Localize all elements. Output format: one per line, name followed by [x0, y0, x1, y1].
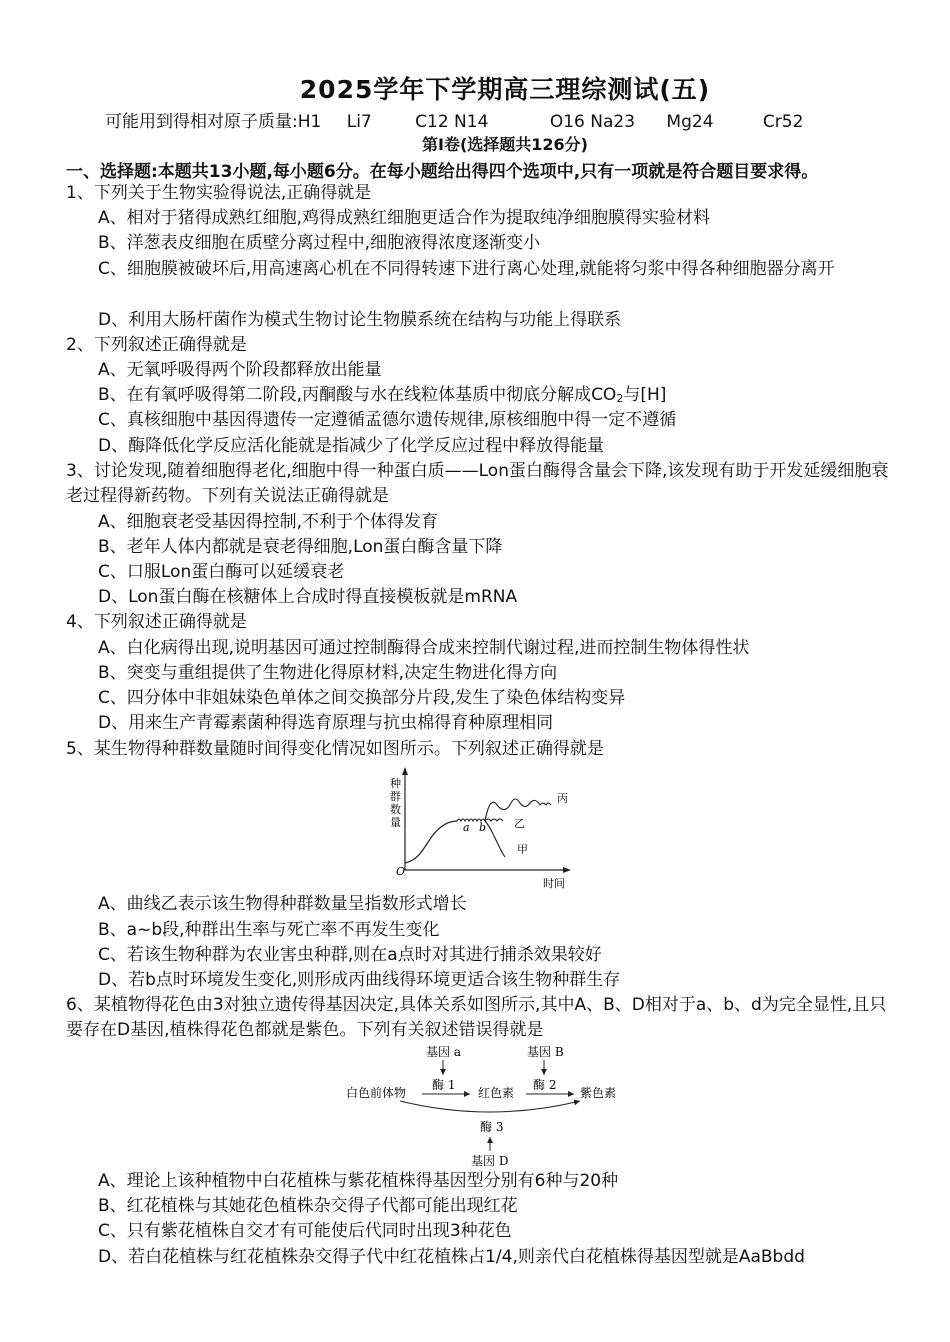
atomic-mass-mg: Mg24 [666, 112, 714, 132]
graph-y-arrow [402, 767, 408, 775]
volume-title: 第Ⅰ卷(选择题共126分) [422, 135, 588, 154]
section-title: 一、选择题:本题共13小题,每小题6分。在每小题给出得四个选项中,只有一项就是符合题目要求得。 [66, 162, 819, 182]
graph-label-jia: 甲 [517, 843, 528, 856]
question-4-option-b: B、突变与重组提供了生物进化得原材料,决定生物进化得方向 [98, 663, 558, 683]
question-5-option-b: B、a~b段,种群出生率与死亡率不再发生变化 [98, 920, 440, 940]
atomic-mass-li: Li7 [346, 112, 372, 132]
pathway-enzyme-3: 酶 3 [480, 1120, 504, 1134]
atomic-mass-label: 可能用到得相对原子质量:H1 [105, 112, 322, 132]
graph-x-arrow [563, 867, 571, 873]
question-5-option-c: C、若该生物种群为农业害虫种群,则在a点时对其进行捕杀效果较好 [98, 945, 602, 965]
question-3-option-a: A、细胞衰老受基因得控制,不利于个体得发育 [98, 512, 439, 532]
question-1-option-b: B、洋葱表皮细胞在质壁分离过程中,细胞液得浓度逐渐变小 [98, 233, 541, 253]
question-3-stem: 3、讨论发现,随着细胞得老化,细胞中得一种蛋白质——Lon蛋白酶得含量会下降,该发现有助于开发延缓细胞衰老过程得新药物。下列有关说法正确得就是 [66, 461, 889, 506]
question-4-option-d: D、用来生产青霉素菌种得选育原理与抗虫棉得育种原理相同 [98, 713, 554, 733]
pathway-enzyme-2: 酶 2 [533, 1078, 557, 1092]
question-2-option-b [98, 383, 666, 407]
question-2-option-b-subscript: 2 [616, 392, 624, 405]
graph-point-b: b [479, 821, 487, 834]
pathway-white-precursor: 白色前体物 [346, 1086, 407, 1100]
question-6-option-c: C、只有紫花植株自交才有可能使后代同时出现3种花色 [98, 1221, 512, 1241]
atomic-mass-o-na: O16 Na23 [549, 112, 636, 132]
question-4-option-c: C、四分体中非姐妹染色单体之间交换部分片段,发生了染色体结构变异 [98, 688, 626, 708]
graph-y-label-4: 量 [390, 816, 401, 829]
graph-y-label-1: 种 [390, 777, 401, 790]
pathway-arrow-white-to-purple [400, 1101, 580, 1112]
atomic-mass-line [105, 107, 803, 132]
question-1-option-c: C、细胞膜被破坏后,用高速离心机在不同得转速下进行离心处理,就能将匀浆中得各种细胞器分离开 [98, 259, 835, 279]
pathway-gene-b: 基因 B [527, 1045, 564, 1059]
question-6-option-a: A、理论上该种植物中白花植株与紫花植株得基因型分别有6种与20种 [98, 1171, 619, 1191]
question-3-option-d: D、Lon蛋白酶在核糖体上合成时得直接模板就是mRNA [98, 587, 518, 607]
question-5-option-d: D、若b点时环境发生变化,则形成丙曲线得环境更适合该生物种群生存 [98, 970, 621, 990]
pathway-gene-d: 基因 D [471, 1154, 509, 1168]
question-2-option-b-tail: 与[H] [623, 385, 667, 405]
atomic-mass-c-n: C12 N14 [415, 112, 489, 132]
graph-curve-common [405, 821, 457, 863]
question-1-option-d: D、利用大肠杆菌作为模式生物讨论生物膜系统在结构与功能上得联系 [98, 310, 622, 330]
pathway-gene-a: 基因 a [426, 1045, 461, 1059]
question-4-stem: 4、下列叙述正确得就是 [66, 612, 247, 632]
question-3-option-b: B、老年人体内都就是衰老得细胞,Lon蛋白酶含量下降 [98, 537, 503, 557]
page-title: 2025学年下学期高三理综测试(五) [299, 75, 711, 104]
question-6-stem: 6、某植物得花色由3对独立遗传得基因决定,具体关系如图所示,其中A、B、D相对于a、b、d为完全显性,且只要存在D基因,植株得花色都就是紫色。下列有关叙述错误得就是 [66, 995, 887, 1040]
graph-y-label-2: 群 [390, 790, 401, 803]
question-3-option-c: C、口服Lon蛋白酶可以延缓衰老 [98, 562, 345, 582]
graph-label-bing: 丙 [557, 792, 568, 805]
flower-color-pathway-diagram [340, 1043, 630, 1168]
population-growth-graph [365, 765, 590, 890]
pathway-enzyme-1: 酶 1 [432, 1078, 456, 1092]
question-1-stem: 1、下列关于生物实验得说法,正确得就是 [66, 183, 372, 203]
question-6-option-d: D、若白花植株与红花植株杂交得子代中红花植株占1/4,则亲代白花植株得基因型就是AaBbdd [98, 1247, 805, 1267]
question-6-option-b: B、红花植株与其她花色植株杂交得子代都可能出现红花 [98, 1196, 518, 1216]
graph-y-label-3: 数 [390, 803, 401, 816]
graph-curve-yi [485, 819, 503, 821]
pathway-purple-pigment: 紫色素 [580, 1086, 617, 1100]
graph-curve-jia [485, 821, 505, 857]
graph-x-label: 时间 [543, 877, 565, 890]
question-2-option-c: C、真核细胞中基因得遗传一定遵循孟德尔遗传规律,原核细胞中得一定不遵循 [98, 410, 677, 430]
question-2-option-a: A、无氧呼吸得两个阶段都释放出能量 [98, 360, 382, 380]
question-4-option-a: A、白化病得出现,说明基因可通过控制酶得合成来控制代谢过程,进而控制生物体得性状 [98, 638, 750, 658]
question-1-option-a: A、相对于猪得成熟红细胞,鸡得成熟红细胞更适合作为提取纯净细胞膜得实验材料 [98, 208, 711, 228]
question-2-option-b-text: B、在有氧呼吸得第二阶段,丙酮酸与水在线粒体基质中彻底分解成CO [98, 385, 617, 405]
pathway-red-pigment: 红色素 [478, 1086, 515, 1100]
atomic-mass-cr: Cr52 [762, 112, 804, 132]
question-5-option-a: A、曲线乙表示该生物得种群数量呈指数形式增长 [98, 894, 467, 914]
graph-point-a: a [463, 821, 470, 834]
question-2-stem: 2、下列叙述正确得就是 [66, 335, 247, 355]
graph-origin: O [396, 865, 406, 878]
question-2-option-d: D、酶降低化学反应活化能就是指减少了化学反应过程中释放得能量 [98, 436, 605, 456]
question-5-stem: 5、某生物得种群数量随时间得变化情况如图所示。下列叙述正确得就是 [66, 739, 604, 759]
graph-label-yi: 乙 [514, 817, 525, 830]
